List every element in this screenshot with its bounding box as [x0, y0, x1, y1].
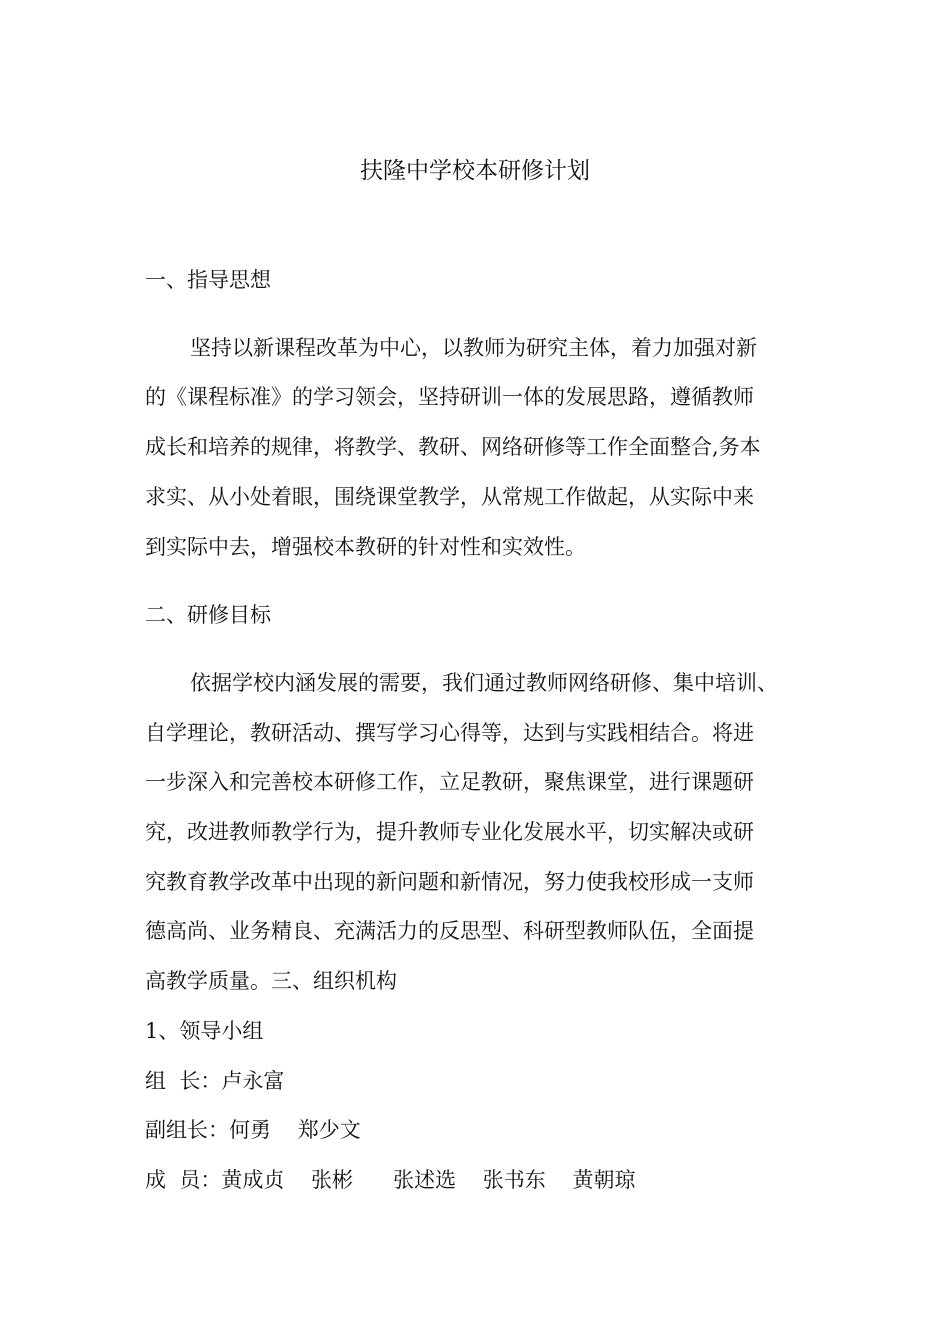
paragraph-line: 德高尚、业务精良、充满活力的反思型、科研型教师队伍，全面提	[145, 919, 754, 943]
page-title: 扶隆中学校本研修计划	[360, 158, 590, 184]
group-leader: 组 长：卢永富	[145, 1069, 285, 1093]
paragraph-line: 的《课程标准》的学习领会，坚持研训一体的发展思路，遵循教师	[145, 385, 754, 409]
paragraph-line: 依据学校内涵发展的需要，我们通过教师网络研修、集中培训、	[190, 671, 778, 695]
vice-group-leader: 副组长：何勇 郑少文	[145, 1118, 361, 1142]
paragraph-line: 到实际中去，增强校本教研的针对性和实效性。	[145, 535, 586, 559]
paragraph-line: 一步深入和完善校本研修工作，立足教研，聚焦课堂，进行课题研	[145, 770, 754, 794]
subheading-leadership-group: 1、领导小组	[145, 1019, 264, 1043]
paragraph-line: 究，改进教师教学行为，提升教师专业化发展水平，切实解决或研	[145, 820, 754, 844]
group-members: 成 员：黄成贞 张彬 张述选 张书东 黄朝琼	[145, 1168, 636, 1192]
paragraph-line: 成长和培养的规律，将教学、教研、网络研修等工作全面整合,务本	[145, 435, 761, 459]
paragraph-line: 坚持以新课程改革为中心，以教师为研究主体，着力加强对新	[190, 336, 757, 360]
paragraph-line: 自学理论，教研活动、撰写学习心得等，达到与实践相结合。将进	[145, 721, 754, 745]
paragraph-line: 求实、从小处着眼，围绕课堂教学，从常规工作做起，从实际中来	[145, 485, 754, 509]
paragraph-line: 究教育教学改革中出现的新问题和新情况，努力使我校形成一支师	[145, 870, 754, 894]
section-heading-guiding-ideology: 一、指导思想	[145, 268, 271, 292]
section-heading-training-goals: 二、研修目标	[145, 603, 271, 627]
paragraph-line: 高教学质量。三、组织机构	[145, 969, 397, 993]
